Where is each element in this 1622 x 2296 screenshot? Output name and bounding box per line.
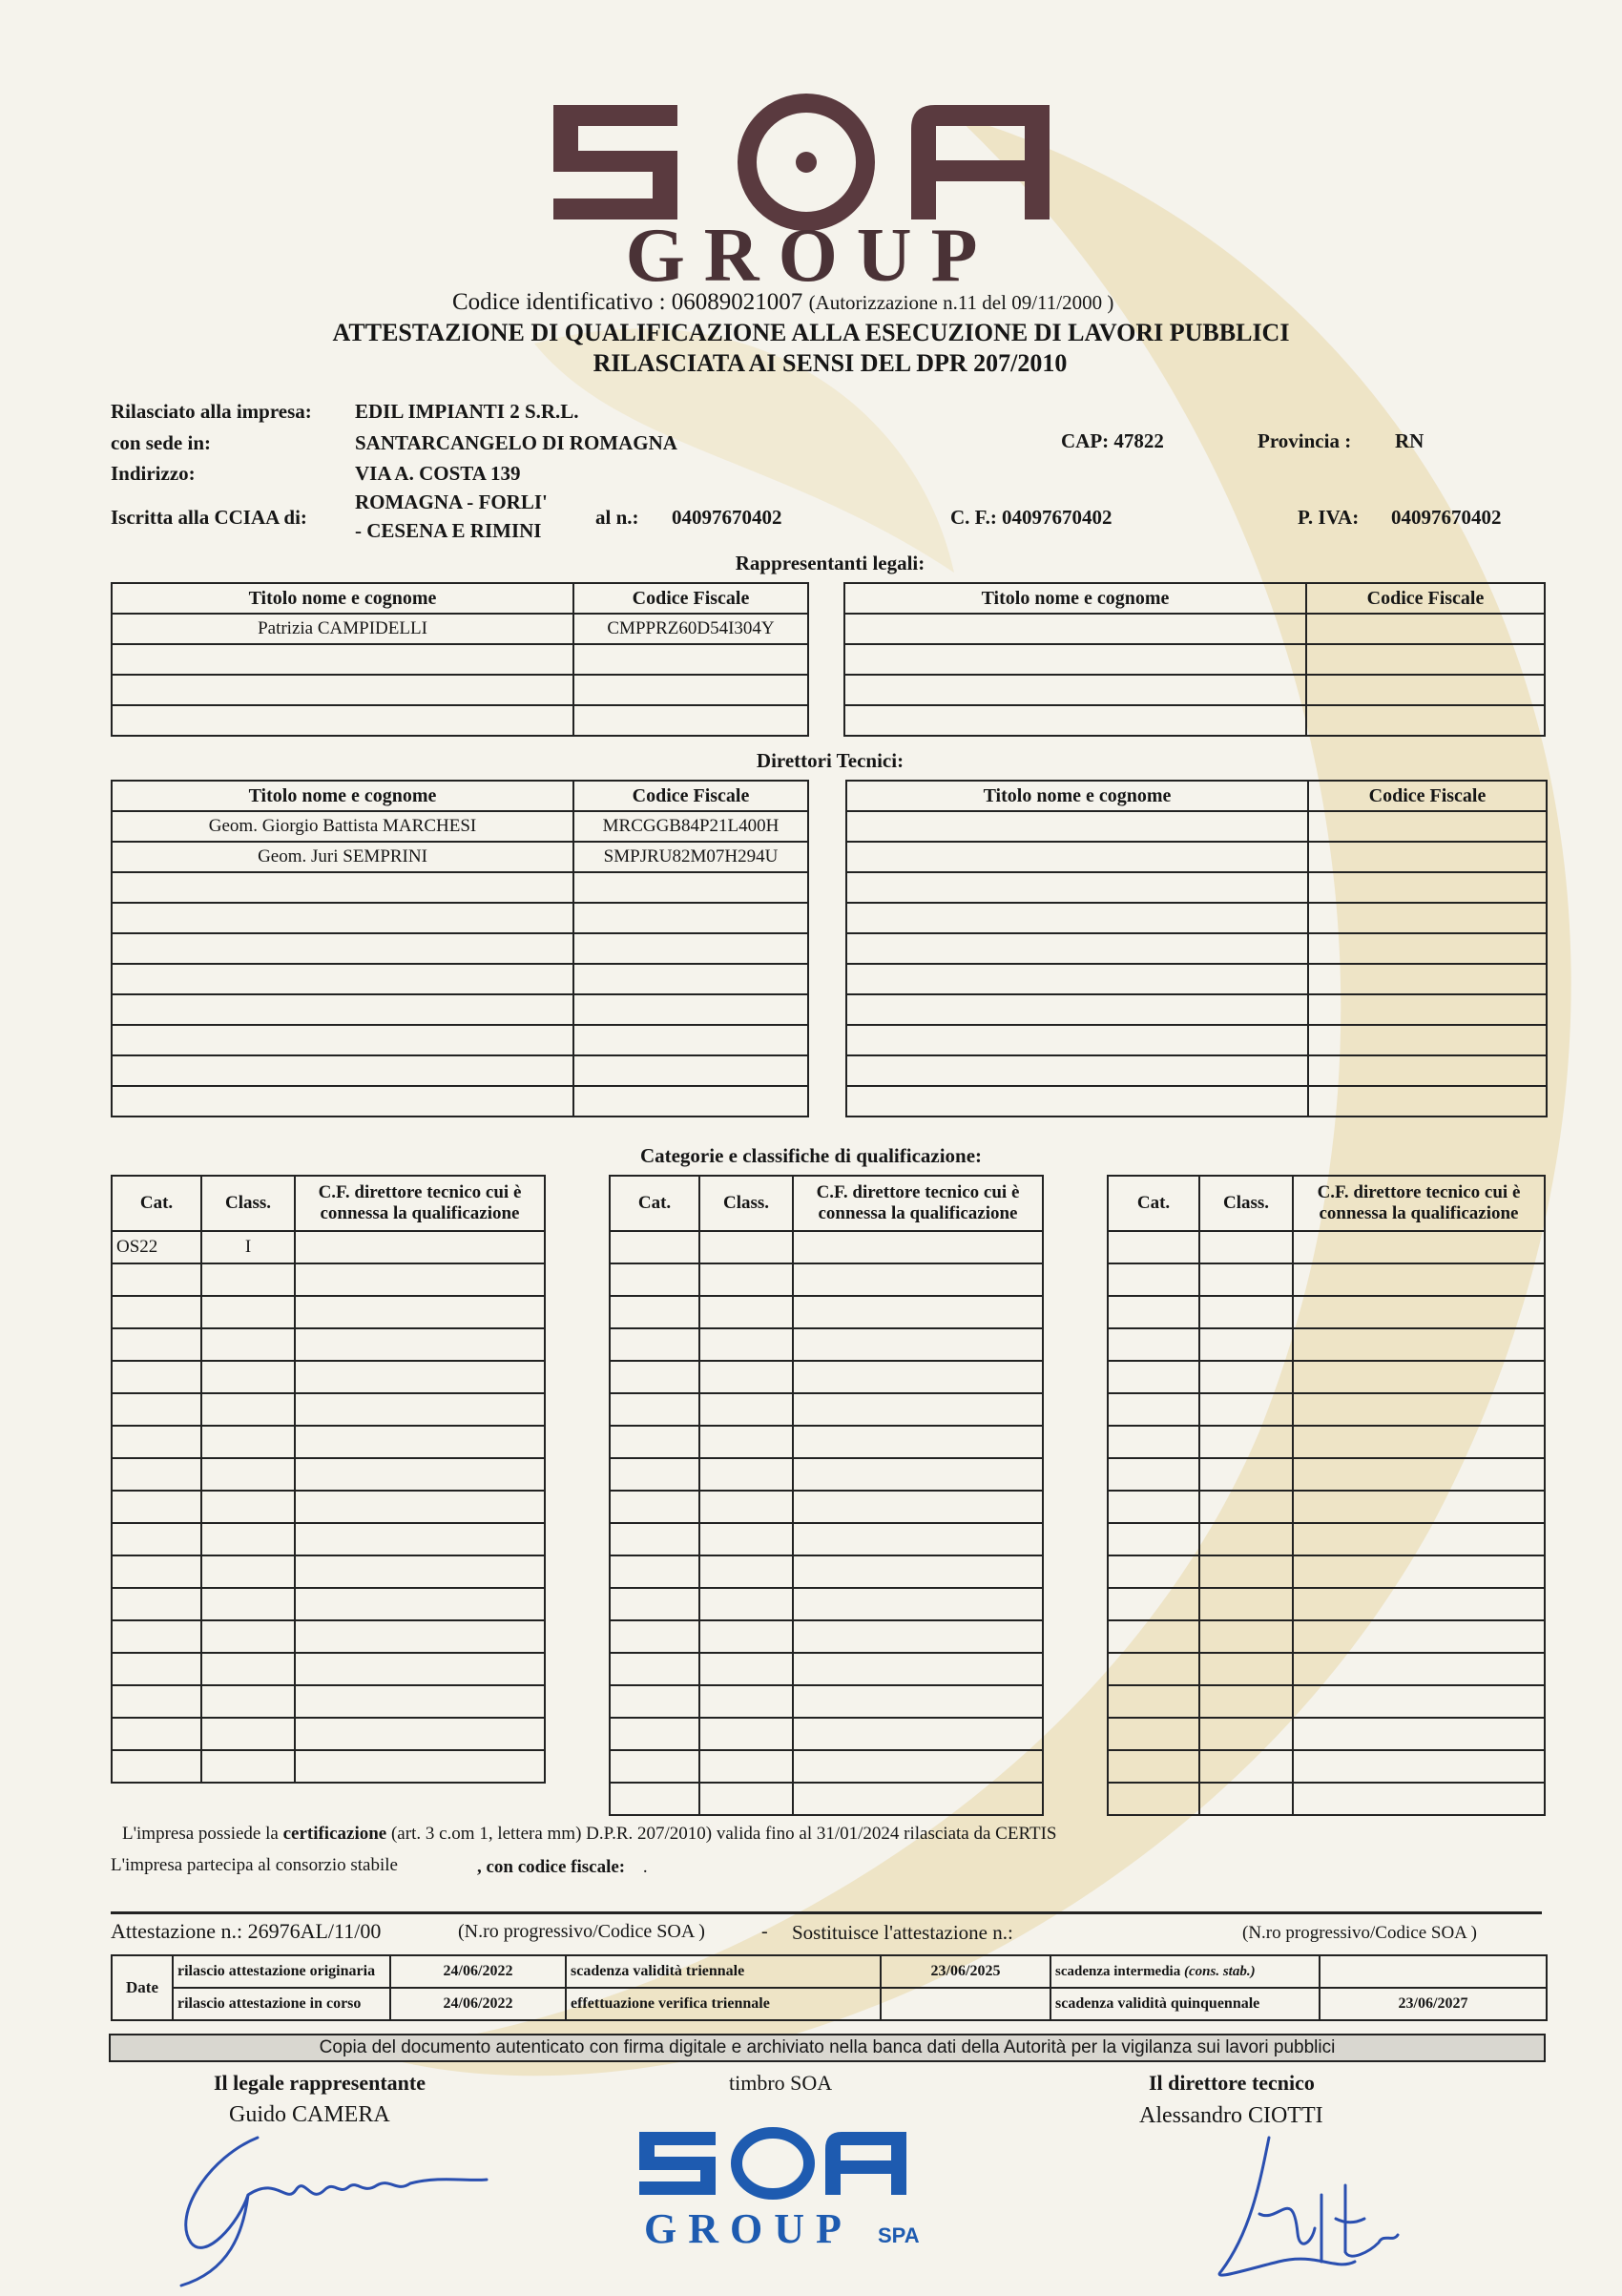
table-row [112,1025,808,1055]
company-name: EDIL IMPIANTI 2 S.R.L. [355,400,579,423]
section-title-directors: Direttori Tecnici: [756,749,905,772]
categories-table-1 [111,1175,546,1784]
stamp-label: timbro SOA [729,2071,833,2095]
director-fiscal-code: SMPJRU82M07H294U [573,842,808,872]
table-row [112,675,808,705]
dates-label: Date [112,1955,173,2020]
date-label-verification: effettuazione verifica triennale [566,1988,881,2020]
cciaa-number: 04097670402 [672,506,782,529]
label-al-n: al n.: [595,506,639,529]
table-row [1108,1783,1545,1815]
col-header-cf-director: C.F. direttore tecnico cui è connessa la qualificazione [793,1176,1043,1231]
table-row [112,1718,545,1750]
table-row [846,842,1547,872]
table-row [610,1491,1043,1523]
table-row [844,675,1545,705]
representatives-table-right [843,582,1546,737]
table-row [846,1086,1547,1117]
company-province: RN [1395,429,1424,452]
digital-copy-banner [109,2034,1546,2062]
date-five-year-expiry: 23/06/2027 [1320,1988,1547,2020]
legal-rep-name: Guido CAMERA [229,2102,390,2127]
attestation-dash: - [761,1921,768,1942]
table-row [1108,1426,1545,1458]
attestation-note: (N.ro progressivo/Codice SOA ) [458,1921,705,1942]
table-row [610,1588,1043,1620]
table-row [1108,1458,1545,1491]
table-row [1108,1361,1545,1393]
table-row [112,1685,545,1718]
table-row [844,614,1545,644]
directors-table-right [845,780,1548,1117]
table-row [610,1718,1043,1750]
document-title: ATTESTAZIONE DI QUALIFICAZIONE ALLA ESECUZIONE DI LAVORI PUBBLICI [332,319,1290,346]
table-row [112,933,808,964]
banner-text: Copia del documento autenticato con firma digitale e archiviato nella banca dati della Autorità per la vigilanza sui lavori pubblici [319,2037,1336,2057]
col-header-fiscal-code: Codice Fiscale [1306,583,1545,614]
table-row [1108,1620,1545,1653]
attestation-number: 26976AL/11/00 [247,1919,382,1943]
logo-group-text: GROUP [625,214,997,286]
rep-name: Patrizia CAMPIDELLI [112,614,573,644]
table-row [112,1328,545,1361]
date-intermediate-expiry [1320,1955,1547,1988]
table-row [112,1361,545,1393]
table-row [112,1231,545,1263]
table-row [112,1588,545,1620]
table-row [112,1955,1547,1988]
date-label-five-year: scadenza validità quinquennale [1050,1988,1320,2020]
date-label-intermediate [1050,1955,1320,1988]
consortium-text: L'impresa partecipa al consorzio stabile [111,1855,398,1875]
table-row [1108,1588,1545,1620]
table-row [112,1988,1547,2020]
col-header-class: Class. [699,1176,793,1231]
cciaa-line1: ROMAGNA - FORLI' [355,491,548,513]
table-row [112,842,808,872]
company-city: SANTARCANGELO DI ROMAGNA [355,431,677,454]
intermediate-label: scadenza intermedia [1055,1963,1184,1979]
director-name: Geom. Juri SEMPRINI [112,842,573,872]
dates-table [111,1954,1548,2021]
table-row [112,1393,545,1426]
soa-group-logo [534,76,1088,286]
col-header-cat: Cat. [610,1176,699,1231]
table-row [846,1055,1547,1086]
table-row [1108,1328,1545,1361]
replaces-note: (N.ro progressivo/Codice SOA ) [1242,1923,1477,1943]
consortium-cf-value: . [642,1857,648,1877]
consortium-cf-line [477,1857,648,1878]
table-row [844,644,1545,675]
col-header-cat: Cat. [1108,1176,1199,1231]
table-row [1108,1231,1545,1263]
table-row [846,933,1547,964]
certification-text-c: (art. 3 c.om 1, lettera mm) D.P.R. 207/2010) valida fino al 31/01/2024 rilasciata da CERTIS [386,1824,1057,1844]
table-row [112,872,808,903]
label-piva: P. IVA: [1298,506,1360,529]
col-header-name: Titolo nome e cognome [112,583,573,614]
label-impresa: Rilasciato alla impresa: [111,400,312,423]
consortium-line [111,1855,398,1876]
section-title-representatives: Rappresentanti legali: [735,552,925,574]
table-row [112,644,808,675]
replaces-label: Sostituisce l'attestazione n.: [792,1921,1013,1944]
stamp-group-text: GROUP [644,2205,853,2252]
col-header-cat: Cat. [112,1176,201,1231]
table-row [1108,1393,1545,1426]
col-header-name: Titolo nome e cognome [844,583,1306,614]
table-row [112,705,808,736]
table-row [844,705,1545,736]
table-row [846,1025,1547,1055]
table-row [610,1620,1043,1653]
table-row [112,1426,545,1458]
table-row [1108,1263,1545,1296]
table-row [610,1783,1043,1815]
tech-director-name: Alessandro CIOTTI [1139,2103,1323,2128]
date-original-issue: 24/06/2022 [390,1955,566,1988]
date-label-original: rilascio attestazione originaria [173,1955,390,1988]
table-row [112,1491,545,1523]
table-row [112,1055,808,1086]
table-row [610,1263,1043,1296]
table-row [610,1458,1043,1491]
col-header-name: Titolo nome e cognome [846,781,1308,811]
table-row [846,964,1547,994]
col-header-cf-director: C.F. direttore tecnico cui è connessa la qualificazione [1293,1176,1545,1231]
attestation-label: Attestazione n.: [111,1919,243,1943]
date-current-issue: 24/06/2022 [390,1988,566,2020]
table-row [1108,1491,1545,1523]
table-row [1108,1523,1545,1555]
category-class: I [201,1231,295,1263]
table-row [610,1685,1043,1718]
col-header-name: Titolo nome e cognome [112,781,573,811]
table-row [112,1523,545,1555]
col-header-fiscal-code: Codice Fiscale [573,583,808,614]
code-identifier: Codice identificativo : 06089021007 [452,289,803,315]
table-row [112,614,808,644]
table-row [610,1653,1043,1685]
director-fiscal-code: MRCGGB84P21L400H [573,811,808,842]
table-row [112,1263,545,1296]
label-provincia: Provincia : [1258,429,1352,452]
legal-rep-signature [134,2099,496,2290]
col-header-cf-director: C.F. direttore tecnico cui è connessa la qualificazione [295,1176,545,1231]
table-row [610,1426,1043,1458]
categories-table-3 [1107,1175,1546,1816]
divider [111,1911,1542,1914]
table-row [112,1458,545,1491]
table-row [1108,1555,1545,1588]
table-row [610,1523,1043,1555]
date-label-triennial: scadenza validità triennale [566,1955,881,1988]
stamp-spa-text: SPA [878,2223,920,2247]
consortium-cf-label: , con codice fiscale: [477,1857,626,1877]
table-row [610,1555,1043,1588]
table-row [112,1750,545,1783]
table-row [112,994,808,1025]
certification-text-a: L'impresa possiede la [122,1824,283,1844]
table-row [846,811,1547,842]
date-label-current: rilascio attestazione in corso [173,1988,390,2020]
table-row [846,872,1547,903]
rep-fiscal-code: CMPPRZ60D54I304Y [573,614,808,644]
table-row [610,1231,1043,1263]
table-row [610,1750,1043,1783]
table-row [1108,1750,1545,1783]
table-row [846,994,1547,1025]
table-row [112,811,808,842]
tech-director-signature [1202,2128,1431,2290]
tech-director-title: Il direttore tecnico [1149,2071,1315,2095]
label-sede: con sede in: [111,431,211,454]
director-name: Geom. Giorgio Battista MARCHESI [112,811,573,842]
col-header-fiscal-code: Codice Fiscale [1308,781,1547,811]
col-header-class: Class. [201,1176,295,1231]
table-row [1108,1296,1545,1328]
date-triennial-expiry: 23/06/2025 [881,1955,1050,1988]
table-row [610,1328,1043,1361]
soa-stamp-logo [630,2120,973,2264]
company-piva: 04097670402 [1391,506,1502,529]
categories-table-2 [609,1175,1044,1816]
representatives-table-left [111,582,809,737]
table-row [846,903,1547,933]
document-subtitle: RILASCIATA AI SENSI DEL DPR 207/2010 [593,349,1068,377]
table-row [112,1086,808,1117]
label-indirizzo: Indirizzo: [111,462,196,485]
certification-text-b: certificazione [282,1824,387,1844]
section-title-categories: Categorie e classifiche di qualificazione: [639,1144,983,1167]
table-row [1108,1718,1545,1750]
label-cciaa: Iscritta alla CCIAA di: [111,506,307,529]
company-cap: CAP: 47822 [1061,429,1164,452]
authorization-note: (Autorizzazione n.11 del 09/11/2000 ) [808,291,1114,314]
directors-table-left [111,780,809,1117]
table-row [112,1620,545,1653]
legal-rep-title: Il legale rappresentante [214,2071,426,2095]
table-row [112,964,808,994]
table-row [610,1393,1043,1426]
table-row [610,1296,1043,1328]
date-verification [881,1988,1050,2020]
table-row [112,1653,545,1685]
col-header-fiscal-code: Codice Fiscale [573,781,808,811]
table-row [112,1555,545,1588]
category-code: OS22 [112,1231,201,1263]
table-row [112,1296,545,1328]
table-row [112,903,808,933]
company-address: VIA A. COSTA 139 [355,462,521,485]
certification-line [122,1824,1056,1845]
col-header-class: Class. [1199,1176,1293,1231]
intermediate-note: (cons. stab.) [1183,1963,1256,1979]
company-cf: C. F.: 04097670402 [950,506,1113,529]
table-row [610,1361,1043,1393]
table-row [1108,1685,1545,1718]
table-row [1108,1653,1545,1685]
cciaa-line2: - CESENA E RIMINI [355,519,542,542]
